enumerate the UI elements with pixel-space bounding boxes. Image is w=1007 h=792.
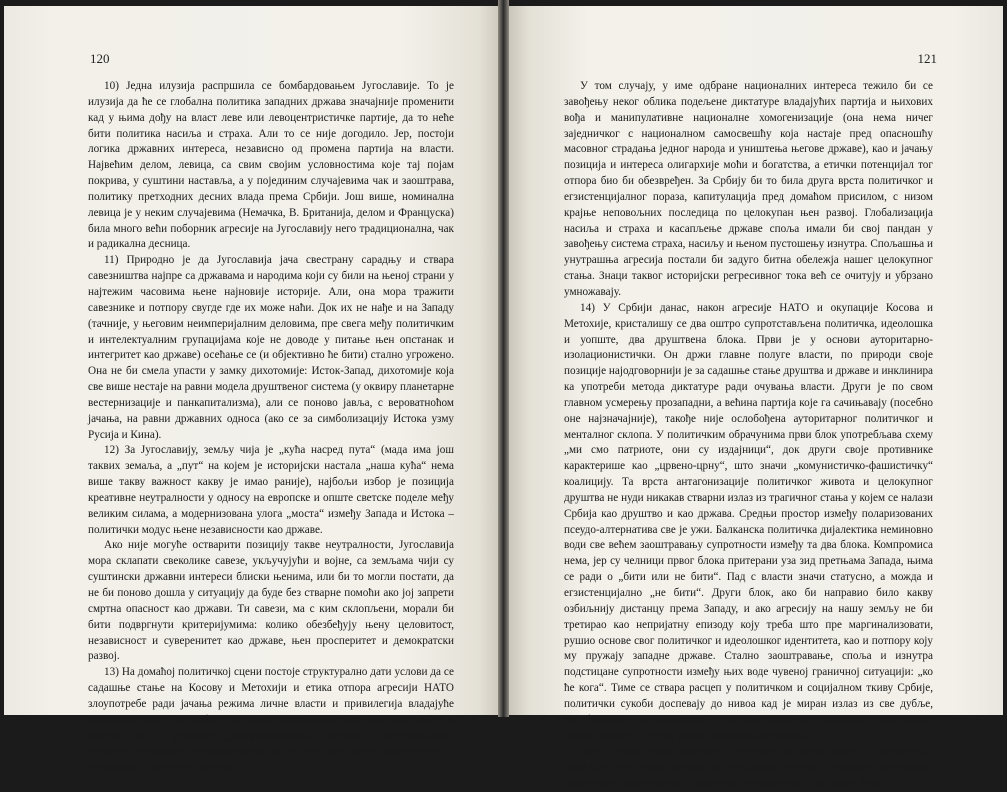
right-page [509,6,1003,790]
paragraph: Ако се такво стање настави, а поготову ако ојача, може се догодити да први блок неће моћи да влада без ескалације насиља и убрзаног претварања политичких противника у политичке непријатеље, а да други блок, [564,745,933,790]
book-gutter [498,0,509,717]
paragraph: 10) Једна илузија распршила се бомбардовањем Југославије. То је илузија да ће се глобална политика западних држава значајније променити кад у њима дођу на власт леве или левоцентристичке партије, да то неће бити политика насиља и страха. Али то се није догодило. Јер, постоји логика државних интереса, независно од промена партија на власти. Највећим делом, левица, са свим својим условностима које тај појам покрива, у суштини наставља, а у појединим случајевима чак и заоштрава, политику претходних десних влада према Србији. Још више, номинална левица је у неким случајевима (Немачка, В. Британија, делом и Француска) била много већи поборник агресије на Југославију него традиционална, чак и радикална десница. [88,80,454,251]
page-number-right: 121 [917,51,937,66]
paragraph: 13) На домаћој политичкој сцени постоје структурално дати услови да се садашње стање на Косову и Метохији и етика отпора агресији НАТО злоупотребе ради јачања режима личне власти и привилегија владајуће политичке елите, да добију екстремно националистичку интерпретацију и изведбу, као и функцију „дисциплиновања“ грађана и неутрализације огромног социјалног незадовољства, да се оно преусмери првенствено ка учвршћењу постојећег режима. [88,666,454,774]
page-number-left: 120 [90,51,110,66]
paragraph: 12) За Југославију, земљу чија је „кућа насред пута“ (мада има још таквих земаља, а „пут“ на којем је историјски настала „наша кућа“ нема више такву важност какву је имао раније), најбољи избор је позиција креативне неутралности у односу на европске и опште светске поделе међу великим силама, а модернизована улога „моста“ између Запада и Истока – политички модус њене независности као државе. [88,444,454,536]
paragraph: 11) Природно је да Југославија јача свестрану сарадњу и ствара савезништва најпре са државама и народима који су били на њеној страни у најтежим часовима њене најновије историје. Али, она мора тражити савезнике и потпору свугде где их може наћи. Док их не нађе и на Западу (тачније, у његовим неимперијалним деловима, пре свега међу политичким и интелектуалним групацијама које не доводе у питање њен опстанак и интегритет као државе) осећање се (и објективно ће бити) стално угрожено. Она не би смела упасти у замку дихотомије: Исток-Запад, дихотомије која све више нестаје на равни модела друштвеног система (у оквиру планетарне вестернизације и панкапитализма), али се поново јавља, с вероватноћом јачања, на равни државних односа (ако се за симболизацију Истока узму Русија и Кина). [88,254,454,441]
right-page-text [564,79,933,792]
left-page [4,6,498,774]
paragraph: 14) У Србији данас, након агресије НАТО и окупације Косова и Метохије, кристалишу се два оштро супротстављена политичка, идеолошка и уопште, два друштвена блока. Први је у основи ауторитарно-изолационистички. Он држи главне полуге власти, по природи своје позиције најодговорнији је за садашње стање друштва и државе и инклинира ка употреби метода диктатуре ради очувања власти. Други је по свом главном усмерењу прозападни, а већина партија које га сачињавају (посебно оне најзначајније), такође није ослобођена ауторитарног политичког и менталног склопа. У политичким обрачунима први блок употребљава схему „ми смо патриоте, они су издајници“, док други своје противнике карактерише као „црвено-црну“, што значи „комунистичко-фашистичку“ коалицију. Та врста антагонизације политичког живота и целокупног друштва не нуди никакав стварни излаз из трагичног стања у којем се налази Србија као друштво и као држава. Средњи простор између поларизованих псеудо-алтернатива све је ужи. Балканска политичка дијалектика неминовно води све већем заоштравању супротности између та два блока. Компромиса нема, јер су челници првог блока притерани уза зид претњама Запада, њима се ради о „бити или не бити“. Пад с власти значи статусно, а можда и егзистенцијално „не бити“. Други блок, ако би направио било какву озбиљнију дистанцу према Западу, и ако агресију на нашу земљу не би третирао као непријатну епизоду коју треба што пре маргинализовати, рушио основе свог политичког и идеолошког идентитета, као и потпору коју му пружају западне државе. Стално заоштравање, споља и изнутра подстицане супротности између њих воде чувеној граничној ситуацији: „ко ће кога“. Тиме се ствара расцеп у политичком и социјалном ткиву Србије, политички сукоби доспевају до нивоа кад је миран излаз из све дубље, свеобухватне и дегенеративне друштвене кризе све удаљенији, а могућност њеног крвавог и уједно разног расплета све ближа. [564,301,933,742]
left-page-text [88,79,454,776]
paragraph: У том случају, у име одбране националних интереса тежило би се завођењу неког облика подељене диктатуре владајућих партија и њихових вођа и манипулативне националне хомогенизације (она нема ничег заједничког с националном самосвешћу која настаје пред опасношћу масовног страдања једног народа и уништења његове државе), као и јачању позиција и интереса олигархије моћи и богатства, а етички потенцијал тог отпора био би обезвређен. За Србију би то била друга врста политичког и егзистенцијалног пораза, капитулација пред домаћом присилом, с низом крајње неповољних последица по целокупан њен развој. Глобализација насиља и страха и касапљење државе споља имали би свој пандан у завођењу система страха, насиљу и њеном пустошењу изнутра. Спољашња и унутрашња агресија постали би задуго битна обележја нашег целокупног стања. Знаци таквог историјски регресивног тока већ се очитују и убрзано умножавају. [564,80,933,298]
paragraph: Ако није могуће остварити позицију такве неутралности, Југославија мора склапати свеколике савезе, укључујући и војне, са земљама чији су суштински државни интереси блиски њенима, или би то могли постати, да не би поново дошла у ситуацију да буде без стварне помоћи ако јој запрети смртна опасност као држави. Ти савези, ма с ким склопљени, морали би бити подвргнути критеријумима: колико обезбеђују њену целовитост, независност и суверенитет као државе, њен просперитет и демократски развој. [88,539,454,663]
